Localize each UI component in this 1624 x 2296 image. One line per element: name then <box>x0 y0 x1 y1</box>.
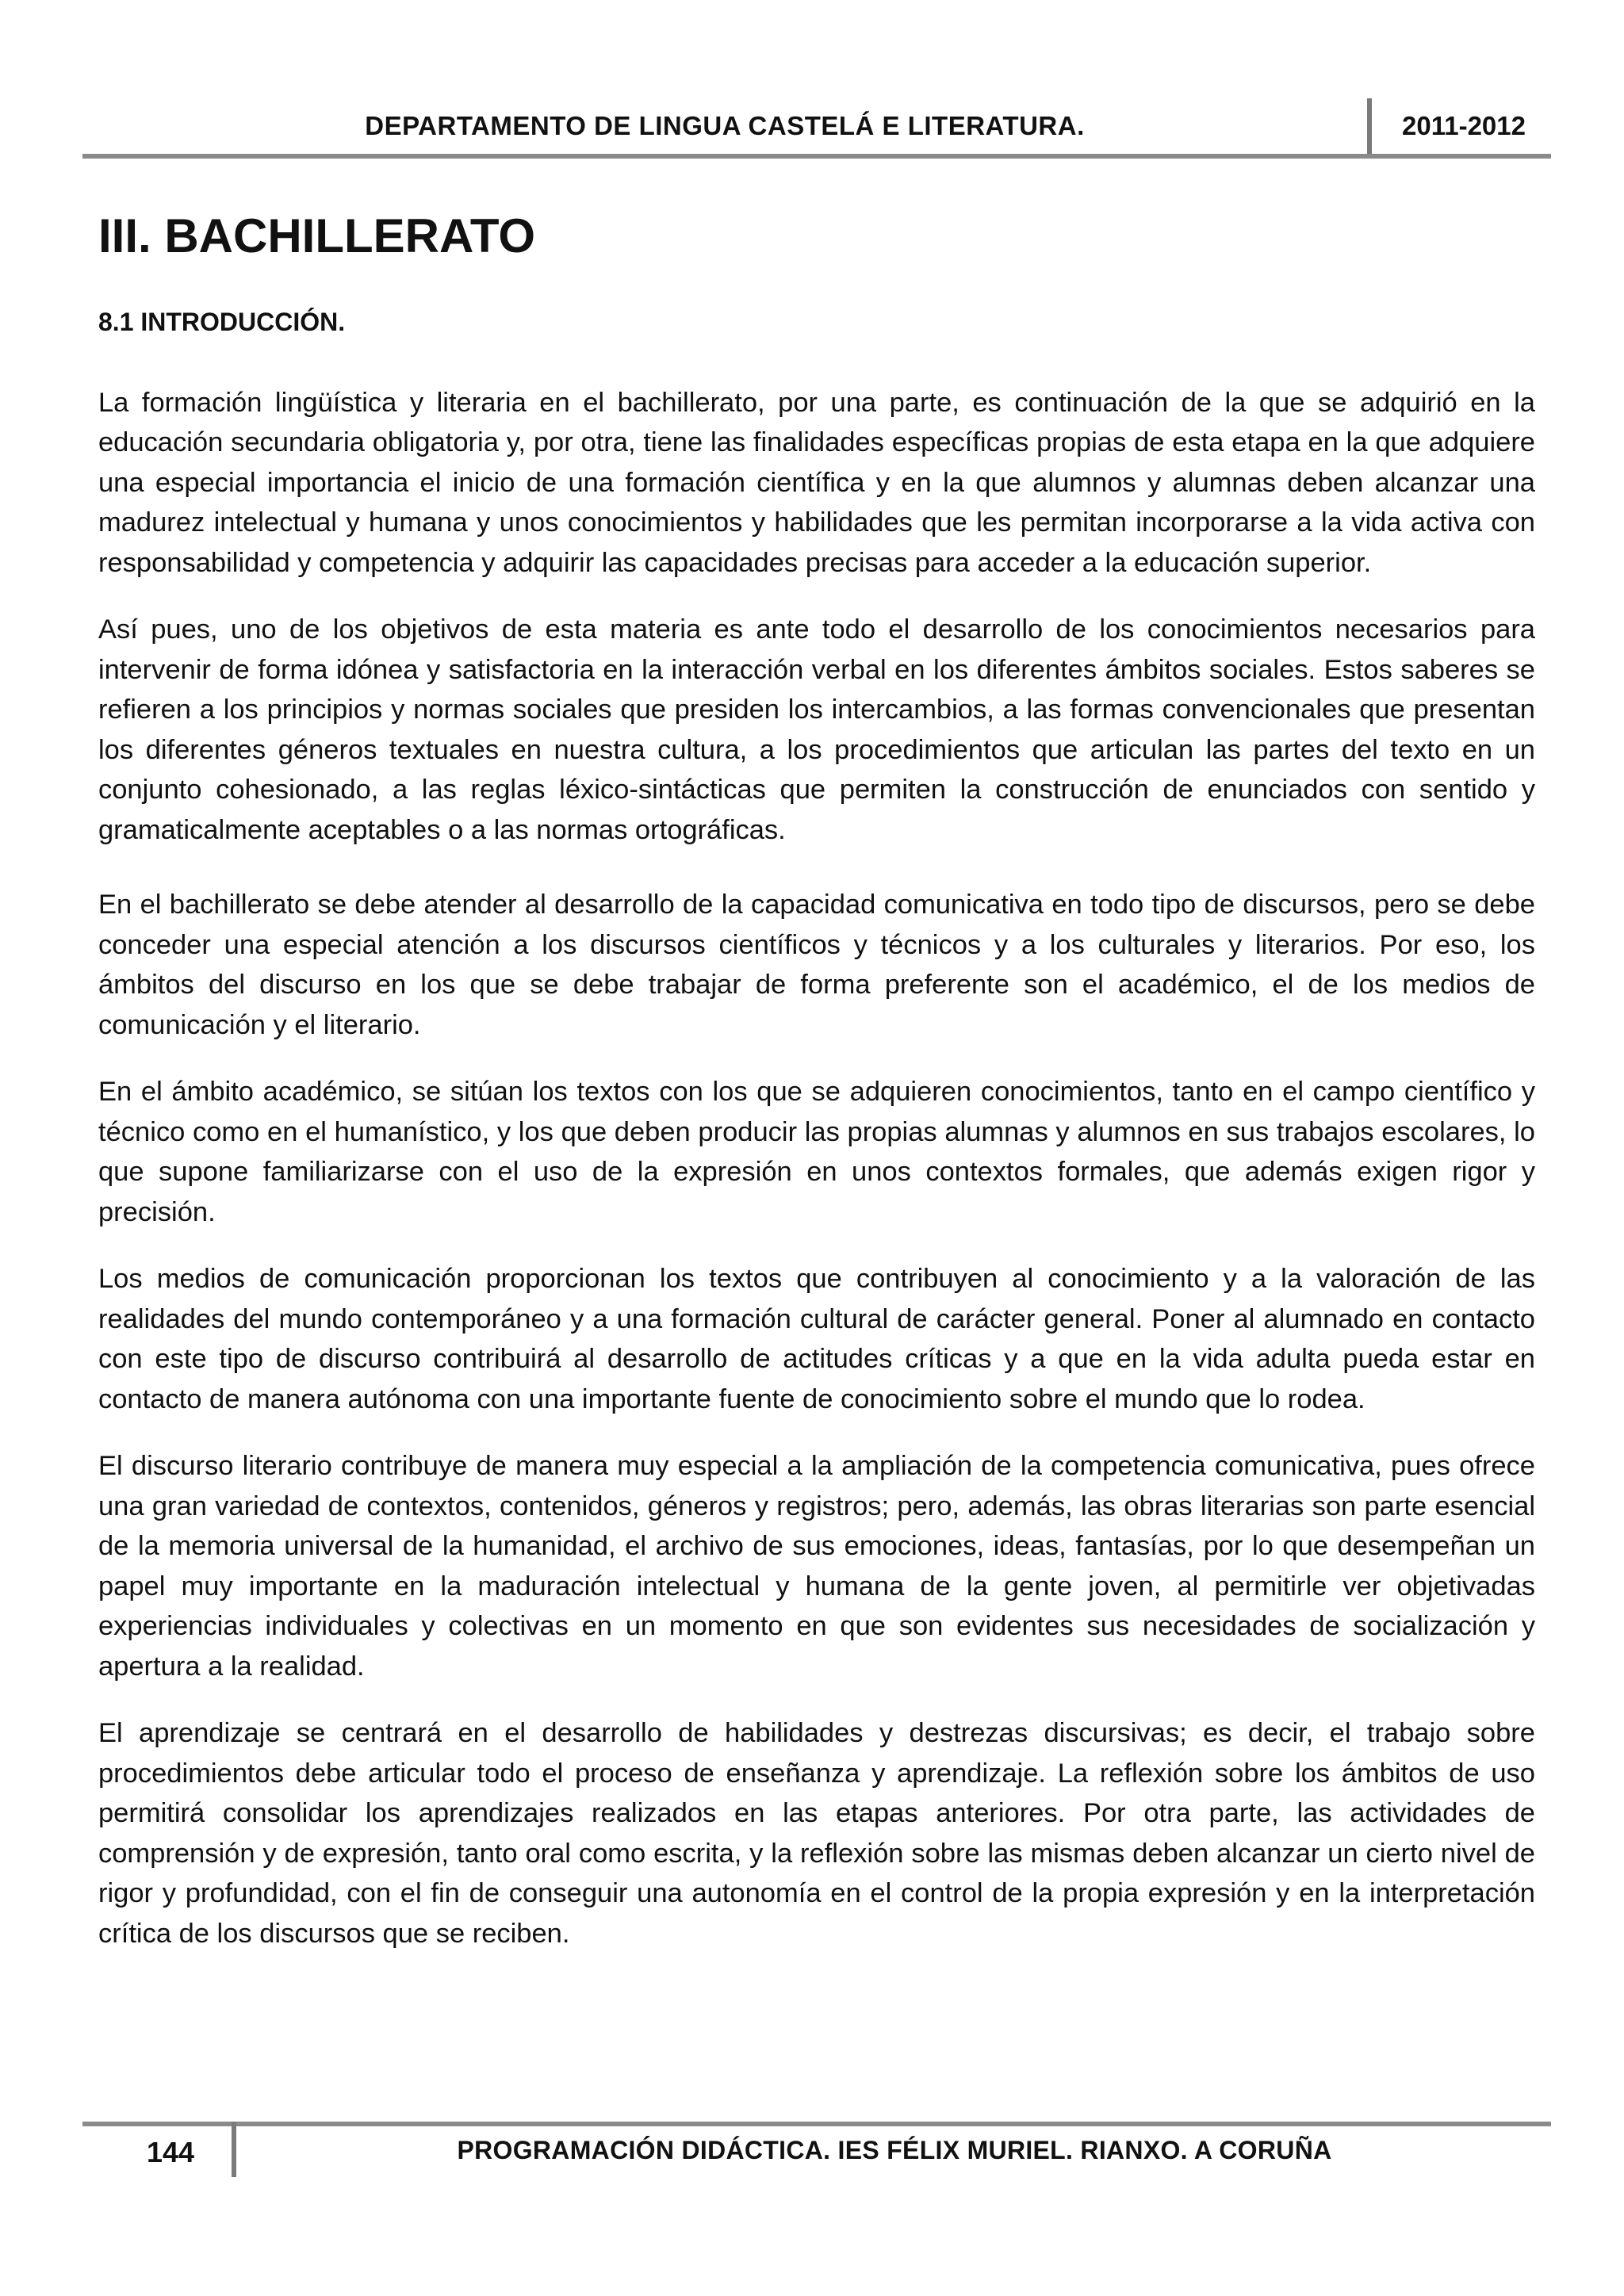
footer-rule <box>82 2122 1551 2126</box>
paragraph: Los medios de comunicación proporcionan los textos que contribuyen al conocimiento y a la valoración de las realidades del mundo contemporáneo y a una formación cultural de carácter general. Poner al alumnado en contacto con este tipo de discurso contribuirá al desarrollo de actitudes críticas y a que en la vida adulta pueda estar en contacto de manera autónoma con una importante fuente de conocimiento sobre el mundo que lo rodea. <box>98 1264 1535 1414</box>
paragraph: El discurso literario contribuye de manera muy especial a la ampliación de la competencia comunicativa, pues ofrece una gran variedad de contextos, contenidos, géneros y registros; pero, además, las obras literarias son parte esencial de la memoria universal de la humanidad, el archivo de sus emociones, ideas, fantasías, por lo que desempeñan un papel muy importante en la maduración intelectual y humana de la gente joven, al permitirle ver objetivadas experiencias individuales y colectivas en un momento en que son evidentes sus necesidades de socialización y apertura a la realidad. <box>98 1451 1535 1682</box>
footer-text: PROGRAMACIÓN DIDÁCTICA. IES FÉLIX MURIEL. RIANXO. A CORUÑA <box>457 2136 1332 2164</box>
footer-divider <box>232 2122 236 2177</box>
paragraph: El aprendizaje se centrará en el desarrollo de habilidades y destrezas discursivas; es decir, el trabajo sobre procedimientos debe articular todo el proceso de enseñanza y aprendizaje. La reflexión sobre los ámbitos de uso permitirá consolidar los aprendizajes realizados en las etapas anteriores. Por otra parte, las actividades de comprensión y de expresión, tanto oral como escrita, y la reflexión sobre las mismas deben alcanzar un cierto nivel de rigor y profundidad, con el fin de conseguir una autonomía en el control de la propia expresión y en la interpretación crítica de los discursos que se reciben. <box>98 1718 1535 1949</box>
header-title: DEPARTAMENTO DE LINGUA CASTELÁ E LITERATURA. <box>365 111 1085 140</box>
page-number: 144 <box>146 2136 195 2168</box>
section-title: 8.1 INTRODUCCIÓN. <box>98 308 346 336</box>
paragraph: Así pues, uno de los objetivos de esta materia es ante todo el desarrollo de los conocimientos necesarios para intervenir de forma idónea y satisfactoria en la interacción verbal en los diferentes ámbitos sociales. Estos saberes se refieren a los principios y normas sociales que presiden los intercambios, a las formas convencionales que presentan los diferentes géneros textuales en nuestra cultura, a los procedimientos que articulan las partes del texto en un conjunto cohesionado, a las reglas léxico-sintácticas que permiten la construcción de enunciados con sentido y gramaticalmente aceptables o a las normas ortográficas. <box>98 614 1535 845</box>
page-content <box>98 208 1535 1954</box>
chapter-title: III. BACHILLERATO <box>98 209 536 262</box>
header-rule <box>82 154 1551 159</box>
paragraph: En el bachillerato se debe atender al desarrollo de la capacidad comunicativa en todo tipo de discursos, pero se debe conceder una especial atención a los discursos científicos y técnicos y a los culturales y literarios. Por eso, los ámbitos del discurso en los que se debe trabajar de forma preferente son el académico, el de los medios de comunicación y el literario. <box>98 890 1535 1040</box>
paragraph: La formación lingüística y literaria en el bachillerato, por una parte, es continuación de la que se adquirió en la educación secundaria obligatoria y, por otra, tiene las finalidades específicas propias de esta etapa en la que adquiere una especial importancia el inicio de una formación científica y en la que alumnos y alumnas deben alcanzar una madurez intelectual y humana y unos conocimientos y habilidades que les permitan incorporarse a la vida activa con responsabilidad y competencia y adquirir las capacidades precisas para acceder a la educación superior. <box>98 387 1535 578</box>
header-year: 2011-2012 <box>1402 111 1526 140</box>
paragraph: En el ámbito académico, se sitúan los textos con los que se adquieren conocimientos, tanto en el campo científico y técnico como en el humanístico, y los que deben producir las propias alumnas y alumnos en sus trabajos escolares, lo que supone familiarizarse con el uso de la expresión en unos contextos formales, que además exigen rigor y precisión. <box>98 1077 1535 1227</box>
header-divider <box>1367 98 1372 155</box>
